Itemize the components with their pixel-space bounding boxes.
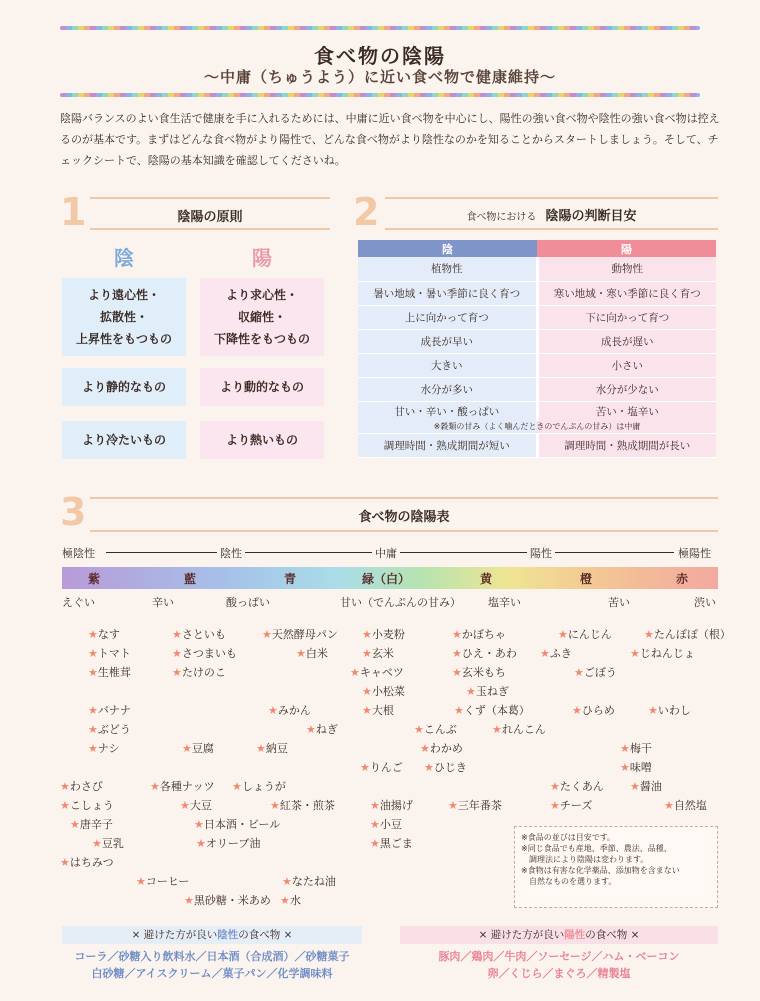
principle-yin-box-1: より遠心性・ 拡散性・ 上昇性をもつもの bbox=[62, 278, 186, 356]
food-item: ★ごぼう bbox=[574, 666, 617, 679]
food-item: ★コーヒー bbox=[136, 875, 190, 888]
food-item: ★ぶどう bbox=[88, 723, 131, 736]
section3-line bbox=[90, 497, 718, 499]
food-item: ★いわし bbox=[648, 704, 691, 717]
page-title: 食べ物の陰陽 bbox=[314, 44, 446, 68]
judgement-cell: 調理時間・熟成期間が短い bbox=[358, 433, 537, 457]
food-item: ★ふき bbox=[540, 647, 572, 660]
food-item: ★玉ねぎ bbox=[466, 685, 509, 698]
section2-line bbox=[385, 197, 718, 199]
principle-yang-box-2: より動的なもの bbox=[200, 368, 324, 406]
judgement-yin-header: 陰 bbox=[358, 240, 537, 257]
food-item: ★唐辛子 bbox=[70, 818, 113, 831]
judgement-cell: 水分が少ない bbox=[537, 377, 716, 401]
food-item: ★梅干 bbox=[620, 742, 652, 755]
food-item: ★こんぶ bbox=[414, 723, 457, 736]
color-blue: 青 bbox=[284, 572, 297, 586]
food-item: ★小麦粉 bbox=[362, 628, 405, 641]
color-spectrum-bar bbox=[62, 567, 718, 589]
food-item: ★ひじき bbox=[424, 761, 467, 774]
judgement-note: ※穀類の甘み（よく噛んだときのでんぷんの甘み）は中庸 bbox=[358, 421, 716, 433]
top-divider bbox=[60, 26, 700, 30]
judgement-cell: 成長が早い bbox=[358, 329, 537, 353]
section1-heading: 陰陽の原則 bbox=[177, 210, 243, 225]
judgement-cell: 成長が遅い bbox=[537, 329, 716, 353]
food-item: ★くず（本葛） bbox=[454, 704, 530, 717]
food-item: ★紅茶・煎茶 bbox=[270, 799, 335, 812]
avoid-yin-list: コーラ／砂糖入り飲料水／日本酒（合成酒）／砂糖菓子 白砂糖／アイスクリーム／菓子パン／化学調味料 bbox=[74, 950, 350, 980]
food-item: ★味噌 bbox=[620, 761, 652, 774]
judgement-cell: 苦い・塩辛い bbox=[537, 401, 716, 421]
principle-yang-box-1: より求心性・ 収縮性・ 下降性をもつもの bbox=[200, 278, 324, 356]
food-item: ★しょうが bbox=[232, 780, 286, 793]
food-item: ★ひえ・あわ bbox=[452, 647, 517, 660]
section2-heading: 食べ物における 陰陽の判断目安 bbox=[466, 209, 637, 224]
page-subtitle: 〜中庸（ちゅうよう）に近い食べ物で健康維持〜 bbox=[203, 68, 556, 86]
food-item: ★さといも bbox=[172, 628, 226, 641]
section3-heading: 食べ物の陰陽表 bbox=[358, 510, 450, 525]
food-item: ★じねんじょ bbox=[630, 647, 695, 660]
food-item: ★豆腐 bbox=[182, 742, 214, 755]
food-item: ★さつまいも bbox=[172, 647, 237, 660]
food-item: ★わさび bbox=[60, 780, 103, 793]
section1-number: 1 bbox=[60, 190, 87, 234]
avoid-yang-list: 豚肉／鶏肉／牛肉／ソーセージ／ハム・ベーコン 卵／くじら／まぐろ／精製塩 bbox=[438, 950, 680, 980]
color-red: 赤 bbox=[676, 572, 689, 586]
food-item: ★水 bbox=[280, 894, 301, 907]
judgement-cell: 植物性 bbox=[358, 257, 537, 281]
food-item: ★黒砂糖・米あめ bbox=[184, 894, 271, 907]
food-item: ★油揚げ bbox=[370, 799, 413, 812]
food-item: ★みかん bbox=[268, 704, 311, 717]
avoid-yang-heading: × 避けた方が良い陽性の食べ物 × bbox=[400, 926, 718, 944]
judgement-cell: 調理時間・熟成期間が長い bbox=[537, 433, 716, 457]
judgement-cell: 上に向かって育つ bbox=[358, 305, 537, 329]
section3-number: 3 bbox=[60, 490, 87, 534]
scale-extreme-yin: 極陰性 bbox=[62, 547, 95, 560]
food-item: ★バナナ bbox=[88, 704, 131, 717]
judgement-cell: 水分が多い bbox=[358, 377, 537, 401]
taste-suppai: 酸っぱい bbox=[226, 596, 270, 609]
principle-yang-label: 陽 bbox=[252, 246, 272, 270]
taste-karai: 辛い bbox=[152, 596, 174, 609]
judgement-cell: 寒い地域・寒い季節に良く育つ bbox=[537, 281, 716, 305]
food-item: ★かぼちゃ bbox=[452, 628, 506, 641]
food-item: ★れんこん bbox=[492, 723, 546, 736]
principle-yang-box-3: より熱いもの bbox=[200, 421, 324, 459]
food-item: ★白米 bbox=[296, 647, 328, 660]
section2-number: 2 bbox=[353, 190, 380, 234]
food-item: ★小松菜 bbox=[362, 685, 405, 698]
food-item: ★醤油 bbox=[630, 780, 662, 793]
food-item: ★玄米 bbox=[362, 647, 394, 660]
principle-yin-box-2: より静的なもの bbox=[62, 368, 186, 406]
color-purple: 紫 bbox=[88, 572, 101, 586]
judgement-cell: 動物性 bbox=[537, 257, 716, 281]
food-item: ★日本酒・ビール bbox=[194, 818, 281, 831]
judgement-cell: 甘い・辛い・酸っぱい bbox=[358, 401, 537, 421]
judgement-table bbox=[358, 240, 716, 458]
scale-extreme-yang: 極陽性 bbox=[678, 547, 711, 560]
food-item: ★三年番茶 bbox=[448, 799, 502, 812]
notes-box: ※食品の並びは目安です。 ※同じ食品でも産地、季節、農法、品種、 調理法により陰陽は変わります。 ※食物は有害な化学薬品、添加物を含まない 自然なものを選ります。 bbox=[514, 826, 718, 908]
food-item: ★玄米もち bbox=[452, 666, 506, 679]
food-item: ★黒ごま bbox=[370, 837, 413, 850]
intro-text: 陰陽バランスのよい食生活で健康を手に入れるためには、中庸に近い食べ物を中心にし、陽性の強い食べ物や陰性の強い食べ物は控えるのが基本です。まずはどんな食べ物がより陽性で、どんな食べ物がより陰性なのかを知ることからスタートしましょう。そして、チェックシートで、陰陽の基本知識を確認してくださいね。 bbox=[60, 112, 720, 167]
color-yellow: 黄 bbox=[480, 572, 493, 586]
color-indigo: 藍 bbox=[184, 572, 197, 586]
scale-middle: 中庸 bbox=[372, 545, 400, 561]
scale-yang: 陽性 bbox=[527, 545, 555, 561]
food-item: ★各種ナッツ bbox=[150, 780, 215, 793]
food-item: ★チーズ bbox=[550, 799, 593, 812]
scale-axis bbox=[62, 544, 718, 560]
judgement-cell: 暑い地域・暑い季節に良く育つ bbox=[358, 281, 537, 305]
taste-nigai: 苦い bbox=[608, 596, 630, 609]
section1-line bbox=[90, 197, 330, 199]
food-item: ★自然塩 bbox=[664, 799, 707, 812]
section3-line-bottom bbox=[90, 530, 718, 532]
food-item: ★たんぽぽ（根） bbox=[644, 628, 731, 641]
food-item: ★なたね油 bbox=[282, 875, 336, 888]
food-item: ★生椎茸 bbox=[88, 666, 131, 679]
food-item: ★納豆 bbox=[256, 742, 288, 755]
food-item: ★トマト bbox=[88, 647, 131, 660]
food-item: ★はちみつ bbox=[60, 856, 114, 869]
food-item: ★ひらめ bbox=[572, 704, 615, 717]
food-item: ★なす bbox=[88, 628, 120, 641]
color-orange: 橙 bbox=[580, 572, 593, 586]
avoid-yin-heading: × 避けた方が良い陰性の食べ物 × bbox=[62, 926, 362, 944]
food-item: ★たけのこ bbox=[172, 666, 226, 679]
food-item: ★小豆 bbox=[370, 818, 402, 831]
food-item: ★ねぎ bbox=[306, 723, 338, 736]
section1-line-bottom bbox=[90, 228, 330, 230]
scale-yin: 陰性 bbox=[217, 545, 245, 561]
food-item: ★大根 bbox=[362, 704, 394, 717]
judgement-cell: 大きい bbox=[358, 353, 537, 377]
food-item: ★天然酵母パン bbox=[262, 628, 338, 641]
food-item: ★たくあん bbox=[550, 780, 604, 793]
section2-line-bottom bbox=[385, 228, 718, 230]
food-item: ★ナシ bbox=[88, 742, 120, 755]
food-item: ★大豆 bbox=[180, 799, 212, 812]
header-divider bbox=[60, 93, 700, 97]
taste-shibui: 渋い bbox=[694, 596, 716, 609]
food-item: ★りんご bbox=[360, 761, 403, 774]
food-item: ★こしょう bbox=[60, 799, 114, 812]
food-item: ★豆乳 bbox=[92, 837, 124, 850]
judgement-cell: 下に向かって育つ bbox=[537, 305, 716, 329]
food-item: ★わかめ bbox=[420, 742, 463, 755]
food-item: ★キャベツ bbox=[350, 666, 404, 679]
taste-amai: 甘い（でんぷんの甘み） bbox=[340, 596, 461, 609]
principle-yin-box-3: より冷たいもの bbox=[62, 421, 186, 459]
food-item: ★にんじん bbox=[558, 628, 612, 641]
judgement-yang-header: 陽 bbox=[537, 240, 716, 257]
taste-egui: えぐい bbox=[62, 596, 95, 609]
taste-shiokarai: 塩辛い bbox=[488, 596, 521, 609]
food-item: ★オリーブ油 bbox=[196, 837, 261, 850]
color-green-white: 緑（白） bbox=[362, 572, 411, 586]
principle-yin-label: 陰 bbox=[114, 246, 134, 270]
judgement-cell: 小さい bbox=[537, 353, 716, 377]
